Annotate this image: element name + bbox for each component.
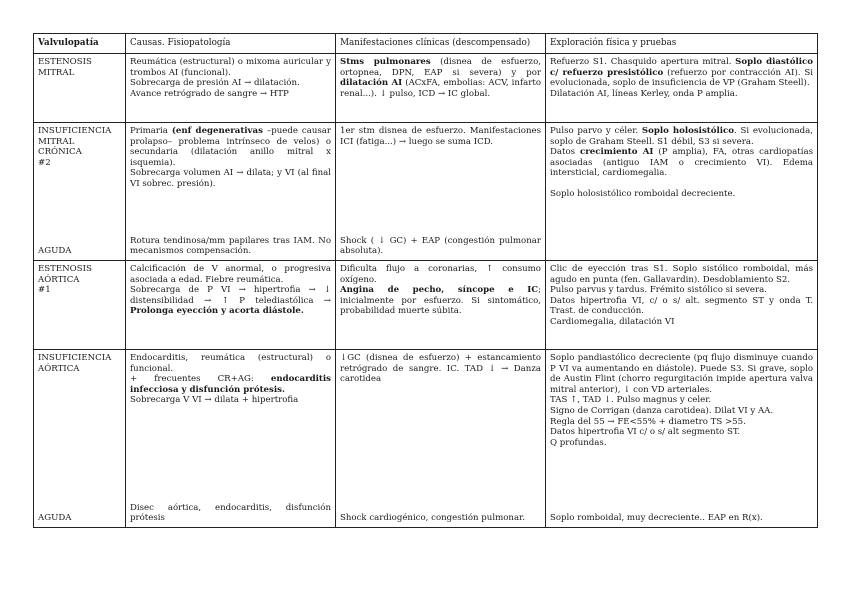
clinical-cell: ↓GC (disnea de esfuerzo) + estancamiento retrógrado de sangre. IC. TAD ↓ → Danza carotidea Shock cardiogénico, congestión pulmonar. <box>336 350 546 528</box>
table-row <box>34 54 818 123</box>
exploration-cell: Pulso parvo y céler. Soplo holosistólico. Si evolucionada, soplo de Graham Steell. S1 débil, S3 si severa. Datos crecimiento AI (P amplia), FA, otras cardiopatías asociadas (antiguo IAM o crecimiento VI). Edema intersticial, cardiomegalia. Soplo holosistólico romboidal decreciente. <box>546 123 818 261</box>
row-label-mitral-regurgitation: INSUFICIENCIA MITRAL CRÓNICA #2 AGUDA <box>34 123 126 261</box>
header-valvulopathy: Valvulopatía <box>34 34 126 54</box>
row-label-mitral-stenosis: ESTENOSIS MITRAL <box>34 54 126 123</box>
causes-cell: Endocarditis, reumática (estructural) o funcional. + frecuentes CR+AG: endocarditis infecciosa y disfunción prótesis. Sobrecarga V VI → dilata + hipertrofia Disec aórtica, endocarditis, disfunción prótesis <box>126 350 336 528</box>
clinical-cell: Dificulta flujo a coronarias, ↑ consumo oxígeno. Angina de pecho, síncope e IC; inicialmente por esfuerzo. Si sintomático, probabilidad muerte súbita. <box>336 261 546 350</box>
exploration-cell: Refuerzo S1. Chasquido apertura mitral. Soplo diastólico c/ refuerzo presistólico (refuerzo por contracción AI). Si evolucionada, soplo de insuficiencia de VP (Graham Steell). Dilatación AI, líneas Kerley, onda P amplia. <box>546 54 818 123</box>
table-header-row <box>34 34 818 54</box>
causes-cell: Reumática (estructural) o mixoma auricular y trombos AI (funcional). Sobrecarga de presión AI → dilatación. Avance retrógrado de sangre → HTP <box>126 54 336 123</box>
table-row <box>34 123 818 261</box>
row-label-aortic-regurgitation: INSUFICIENCIA AÓRTICA AGUDA <box>34 350 126 528</box>
table-row <box>34 261 818 350</box>
clinical-cell: Stms pulmonares (disnea de esfuerzo, ortopnea, DPN, EAP si severa) y por dilatación AI (ACxFA, embolias: ACV, infarto renal...). ↓ pulso, ICD → IC global. <box>336 54 546 123</box>
exploration-cell: Clic de eyección tras S1. Soplo sistólico romboidal, más agudo en punta (fen. Gallavardin). Desdoblamiento S2. Pulso parvus y tardus. Frémito sistólico si severa. Datos hipertrofia VI, c/ o s/ alt. segmento ST y onda T. Trast. de conducción. Cardiomegalia, dilatación VI <box>546 261 818 350</box>
header-exploration: Exploración física y pruebas <box>546 34 818 54</box>
causes-cell: Calcificación de V anormal, o progresiva asociada a edad. Fiebre reumática. Sobrecarga de P VI → hipertrofia → ↓ distensibilidad → ↑ P telediastólica → Prolonga eyección y acorta diástole. <box>126 261 336 350</box>
valvulopathy-table <box>33 33 818 528</box>
clinical-cell: 1er stm disnea de esfuerzo. Manifestaciones ICI (fatiga...) → luego se suma ICD. Shock ( ↓ GC) + EAP (congestión pulmonar absoluta). <box>336 123 546 261</box>
acute-label: AGUDA <box>38 513 72 524</box>
row-label-aortic-stenosis: ESTENOSIS AÓRTICA #1 <box>34 261 126 350</box>
header-causes: Causas. Fisiopatología <box>126 34 336 54</box>
exploration-cell: Soplo pandiastólico decreciente (pq flujo disminuye cuando P VI va aumentando en diástole). Puede S3. Si grave, soplo de Austin Flint (chorro regurgitación impide apertura valva mitral anterior), ↓ con VD arteriales. TAS ↑, TAD ↓. Pulso magnus y celer. Signo de Corrigan (danza carotidea). Dilat VI y AA. Regla del 55 → FE<55% + diametro TS >55. Datos hipertrofia VI c/ o s/ alt segmento ST. Q profundas. Soplo romboidal, muy decreciente.. EAP en R(x). <box>546 350 818 528</box>
header-clinical: Manifestaciones clínicas (descompensado) <box>336 34 546 54</box>
table-row <box>34 350 818 528</box>
acute-label: AGUDA <box>38 246 72 257</box>
causes-cell: Primaria (enf degenerativas –puede causar prolapso– problema intrínseco de velos) o secundaria (dilatación anillo mitral x isquemia). Sobrecarga volumen AI → dilata; y VI (al final VI sobrec. presión). Rotura tendinosa/mm papilares tras IAM. No mecanismos compensación. <box>126 123 336 261</box>
